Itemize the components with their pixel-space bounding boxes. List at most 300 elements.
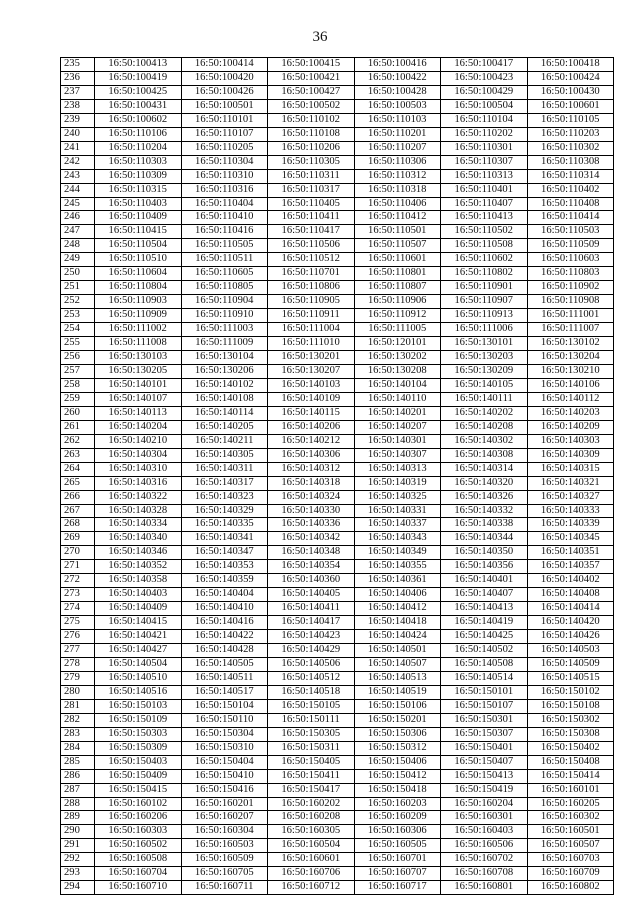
- row-number-cell: 260: [61, 406, 95, 420]
- code-cell: 16:50:130205: [95, 364, 182, 378]
- code-cell: 16:50:160717: [354, 881, 441, 895]
- code-cell: 16:50:140343: [354, 532, 441, 546]
- code-cell: 16:50:130204: [527, 351, 614, 365]
- table-row: [61, 797, 614, 811]
- code-cell: 16:50:111005: [354, 323, 441, 337]
- code-cell: 16:50:140337: [354, 518, 441, 532]
- code-cell: 16:50:110406: [354, 197, 441, 211]
- table-row: [61, 351, 614, 365]
- table-row: [61, 699, 614, 713]
- table-row: [61, 811, 614, 825]
- row-number-cell: 254: [61, 323, 95, 337]
- table-row: [61, 630, 614, 644]
- code-cell: 16:50:140311: [181, 462, 268, 476]
- code-cell: 16:50:140208: [441, 420, 528, 434]
- code-cell: 16:50:140210: [95, 434, 182, 448]
- code-cell: 16:50:140339: [527, 518, 614, 532]
- code-cell: 16:50:150408: [527, 755, 614, 769]
- row-number-cell: 251: [61, 281, 95, 295]
- code-cell: 16:50:140348: [268, 546, 355, 560]
- table-row: [61, 113, 614, 127]
- code-cell: 16:50:110805: [181, 281, 268, 295]
- code-cell: 16:50:160207: [181, 811, 268, 825]
- code-cell: 16:50:110203: [527, 127, 614, 141]
- code-cell: 16:50:110902: [527, 281, 614, 295]
- code-cell: 16:50:140505: [181, 657, 268, 671]
- code-cell: 16:50:160703: [527, 853, 614, 867]
- code-cell: 16:50:140114: [181, 406, 268, 420]
- row-number-cell: 259: [61, 392, 95, 406]
- code-cell: 16:50:160710: [95, 881, 182, 895]
- row-number-cell: 235: [61, 58, 95, 72]
- code-cell: 16:50:110804: [95, 281, 182, 295]
- code-cell: 16:50:110309: [95, 169, 182, 183]
- code-cell: 16:50:150401: [441, 741, 528, 755]
- code-cell: 16:50:111006: [441, 323, 528, 337]
- table-row: [61, 671, 614, 685]
- code-cell: 16:50:140406: [354, 588, 441, 602]
- code-cell: 16:50:150402: [527, 741, 614, 755]
- code-cell: 16:50:140212: [268, 434, 355, 448]
- code-cell: 16:50:140408: [527, 588, 614, 602]
- code-cell: 16:50:110508: [441, 239, 528, 253]
- table-row: [61, 532, 614, 546]
- table-row: [61, 197, 614, 211]
- code-cell: 16:50:140303: [527, 434, 614, 448]
- code-cell: 16:50:160204: [441, 797, 528, 811]
- code-cell: 16:50:110903: [95, 295, 182, 309]
- row-number-cell: 265: [61, 476, 95, 490]
- code-cell: 16:50:140330: [268, 504, 355, 518]
- code-cell: 16:50:110603: [527, 253, 614, 267]
- code-cell: 16:50:160712: [268, 881, 355, 895]
- row-number-cell: 250: [61, 267, 95, 281]
- table-row: [61, 85, 614, 99]
- code-cell: 16:50:140511: [181, 671, 268, 685]
- code-cell: 16:50:110801: [354, 267, 441, 281]
- row-number-cell: 283: [61, 727, 95, 741]
- code-cell: 16:50:140423: [268, 630, 355, 644]
- code-cell: 16:50:110807: [354, 281, 441, 295]
- table-row: [61, 253, 614, 267]
- code-cell: 16:50:140101: [95, 378, 182, 392]
- code-cell: 16:50:110907: [441, 295, 528, 309]
- table-row: [61, 881, 614, 895]
- table-row: [61, 99, 614, 113]
- code-cell: 16:50:140519: [354, 685, 441, 699]
- code-cell: 16:50:140329: [181, 504, 268, 518]
- code-cell: 16:50:140107: [95, 392, 182, 406]
- code-cell: 16:50:110401: [441, 183, 528, 197]
- table-row: [61, 713, 614, 727]
- code-cell: 16:50:140409: [95, 602, 182, 616]
- row-number-cell: 288: [61, 797, 95, 811]
- code-cell: 16:50:110402: [527, 183, 614, 197]
- row-number-cell: 282: [61, 713, 95, 727]
- code-cell: 16:50:150417: [268, 783, 355, 797]
- code-cell: 16:50:100413: [95, 58, 182, 72]
- code-cell: 16:50:110304: [181, 155, 268, 169]
- code-cell: 16:50:140320: [441, 476, 528, 490]
- code-cell: 16:50:140508: [441, 657, 528, 671]
- code-cell: 16:50:140359: [181, 574, 268, 588]
- table-row: [61, 755, 614, 769]
- row-number-cell: 293: [61, 867, 95, 881]
- code-cell: 16:50:110506: [268, 239, 355, 253]
- code-cell: 16:50:150414: [527, 769, 614, 783]
- code-cell: 16:50:110104: [441, 113, 528, 127]
- code-cell: 16:50:150311: [268, 741, 355, 755]
- code-cell: 16:50:150306: [354, 727, 441, 741]
- code-cell: 16:50:140309: [527, 448, 614, 462]
- code-cell: 16:50:160506: [441, 839, 528, 853]
- code-cell: 16:50:100423: [441, 71, 528, 85]
- code-cell: 16:50:150105: [268, 699, 355, 713]
- code-cell: 16:50:110412: [354, 211, 441, 225]
- code-cell: 16:50:110906: [354, 295, 441, 309]
- code-cell: 16:50:130208: [354, 364, 441, 378]
- code-cell: 16:50:110417: [268, 225, 355, 239]
- code-cell: 16:50:110408: [527, 197, 614, 211]
- code-cell: 16:50:100422: [354, 71, 441, 85]
- code-cell: 16:50:110206: [268, 141, 355, 155]
- code-cell: 16:50:150109: [95, 713, 182, 727]
- code-cell: 16:50:100425: [95, 85, 182, 99]
- code-cell: 16:50:160706: [268, 867, 355, 881]
- code-cell: 16:50:140321: [527, 476, 614, 490]
- table-row: [61, 518, 614, 532]
- code-cell: 16:50:110912: [354, 309, 441, 323]
- code-cell: 16:50:110301: [441, 141, 528, 155]
- row-number-cell: 277: [61, 644, 95, 658]
- code-cell: 16:50:100504: [441, 99, 528, 113]
- code-cell: 16:50:160801: [441, 881, 528, 895]
- code-cell: 16:50:100503: [354, 99, 441, 113]
- code-cell: 16:50:140512: [268, 671, 355, 685]
- code-cell: 16:50:130203: [441, 351, 528, 365]
- table-body: [61, 58, 614, 895]
- code-cell: 16:50:160203: [354, 797, 441, 811]
- code-cell: 16:50:140111: [441, 392, 528, 406]
- code-cell: 16:50:150307: [441, 727, 528, 741]
- code-cell: 16:50:110410: [181, 211, 268, 225]
- code-cell: 16:50:100418: [527, 58, 614, 72]
- code-cell: 16:50:110802: [441, 267, 528, 281]
- code-cell: 16:50:150104: [181, 699, 268, 713]
- code-cell: 16:50:160306: [354, 825, 441, 839]
- code-cell: 16:50:160202: [268, 797, 355, 811]
- code-cell: 16:50:110501: [354, 225, 441, 239]
- code-cell: 16:50:140333: [527, 504, 614, 518]
- code-cell: 16:50:150312: [354, 741, 441, 755]
- code-cell: 16:50:110505: [181, 239, 268, 253]
- table-row: [61, 295, 614, 309]
- code-cell: 16:50:100502: [268, 99, 355, 113]
- row-number-cell: 239: [61, 113, 95, 127]
- code-cell: 16:50:140352: [95, 560, 182, 574]
- code-cell: 16:50:110101: [181, 113, 268, 127]
- code-cell: 16:50:110909: [95, 309, 182, 323]
- row-number-cell: 267: [61, 504, 95, 518]
- table-row: [61, 337, 614, 351]
- code-cell: 16:50:140331: [354, 504, 441, 518]
- code-cell: 16:50:110416: [181, 225, 268, 239]
- code-cell: 16:50:140317: [181, 476, 268, 490]
- code-cell: 16:50:140354: [268, 560, 355, 574]
- code-cell: 16:50:160302: [527, 811, 614, 825]
- row-number-cell: 253: [61, 309, 95, 323]
- code-cell: 16:50:140421: [95, 630, 182, 644]
- code-cell: 16:50:140327: [527, 490, 614, 504]
- code-cell: 16:50:140336: [268, 518, 355, 532]
- table-row: [61, 267, 614, 281]
- table-row: [61, 225, 614, 239]
- code-cell: 16:50:150310: [181, 741, 268, 755]
- code-cell: 16:50:140422: [181, 630, 268, 644]
- code-cell: 16:50:140334: [95, 518, 182, 532]
- code-cell: 16:50:150410: [181, 769, 268, 783]
- code-cell: 16:50:140417: [268, 616, 355, 630]
- code-cell: 16:50:150111: [268, 713, 355, 727]
- code-cell: 16:50:110107: [181, 127, 268, 141]
- table-row: [61, 825, 614, 839]
- code-cell: 16:50:160503: [181, 839, 268, 853]
- code-cell: 16:50:110908: [527, 295, 614, 309]
- table-row: [61, 406, 614, 420]
- row-number-cell: 249: [61, 253, 95, 267]
- code-cell: 16:50:160403: [441, 825, 528, 839]
- code-cell: 16:50:160707: [354, 867, 441, 881]
- row-number-cell: 273: [61, 588, 95, 602]
- row-number-cell: 290: [61, 825, 95, 839]
- code-cell: 16:50:160601: [268, 853, 355, 867]
- code-cell: 16:50:140513: [354, 671, 441, 685]
- table-row: [61, 867, 614, 881]
- code-cell: 16:50:110806: [268, 281, 355, 295]
- code-cell: 16:50:140427: [95, 644, 182, 658]
- code-cell: 16:50:110312: [354, 169, 441, 183]
- code-cell: 16:50:110404: [181, 197, 268, 211]
- code-cell: 16:50:140351: [527, 546, 614, 560]
- code-cell: 16:50:140353: [181, 560, 268, 574]
- code-cell: 16:50:140514: [441, 671, 528, 685]
- row-number-cell: 245: [61, 197, 95, 211]
- code-cell: 16:50:150107: [441, 699, 528, 713]
- code-cell: 16:50:110314: [527, 169, 614, 183]
- table-row: [61, 71, 614, 85]
- code-cell: 16:50:160508: [95, 853, 182, 867]
- row-number-cell: 279: [61, 671, 95, 685]
- code-cell: 16:50:150411: [268, 769, 355, 783]
- code-cell: 16:50:140332: [441, 504, 528, 518]
- row-number-cell: 291: [61, 839, 95, 853]
- code-cell: 16:50:160507: [527, 839, 614, 853]
- code-cell: 16:50:140405: [268, 588, 355, 602]
- code-cell: 16:50:110701: [268, 267, 355, 281]
- code-cell: 16:50:110315: [95, 183, 182, 197]
- code-cell: 16:50:140355: [354, 560, 441, 574]
- row-number-cell: 272: [61, 574, 95, 588]
- code-cell: 16:50:140341: [181, 532, 268, 546]
- code-cell: 16:50:160208: [268, 811, 355, 825]
- code-cell: 16:50:140319: [354, 476, 441, 490]
- code-cell: 16:50:110103: [354, 113, 441, 127]
- code-cell: 16:50:110310: [181, 169, 268, 183]
- code-cell: 16:50:140340: [95, 532, 182, 546]
- table-row: [61, 309, 614, 323]
- code-cell: 16:50:160802: [527, 881, 614, 895]
- code-cell: 16:50:140110: [354, 392, 441, 406]
- code-cell: 16:50:140426: [527, 630, 614, 644]
- row-number-cell: 242: [61, 155, 95, 169]
- table-row: [61, 727, 614, 741]
- code-cell: 16:50:140308: [441, 448, 528, 462]
- table-row: [61, 853, 614, 867]
- code-cell: 16:50:130103: [95, 351, 182, 365]
- code-cell: 16:50:130207: [268, 364, 355, 378]
- row-number-cell: 243: [61, 169, 95, 183]
- code-cell: 16:50:160708: [441, 867, 528, 881]
- table-row: [61, 741, 614, 755]
- code-cell: 16:50:140507: [354, 657, 441, 671]
- code-cell: 16:50:140415: [95, 616, 182, 630]
- code-cell: 16:50:100429: [441, 85, 528, 99]
- table-row: [61, 239, 614, 253]
- code-cell: 16:50:110511: [181, 253, 268, 267]
- table-row: [61, 769, 614, 783]
- code-cell: 16:50:140515: [527, 671, 614, 685]
- code-cell: 16:50:111001: [527, 309, 614, 323]
- row-number-cell: 240: [61, 127, 95, 141]
- code-cell: 16:50:140358: [95, 574, 182, 588]
- row-number-cell: 281: [61, 699, 95, 713]
- table-row: [61, 448, 614, 462]
- code-cell: 16:50:160702: [441, 853, 528, 867]
- code-cell: 16:50:140203: [527, 406, 614, 420]
- table-row: [61, 602, 614, 616]
- code-cell: 16:50:140401: [441, 574, 528, 588]
- row-number-cell: 269: [61, 532, 95, 546]
- code-cell: 16:50:140410: [181, 602, 268, 616]
- code-cell: 16:50:140105: [441, 378, 528, 392]
- code-cell: 16:50:140211: [181, 434, 268, 448]
- code-cell: 16:50:111010: [268, 337, 355, 351]
- code-cell: 16:50:160709: [527, 867, 614, 881]
- code-cell: 16:50:140106: [527, 378, 614, 392]
- row-number-cell: 257: [61, 364, 95, 378]
- code-cell: 16:50:140201: [354, 406, 441, 420]
- code-cell: 16:50:150406: [354, 755, 441, 769]
- code-cell: 16:50:110803: [527, 267, 614, 281]
- code-cell: 16:50:140324: [268, 490, 355, 504]
- table-row: [61, 685, 614, 699]
- table-row: [61, 644, 614, 658]
- code-cell: 16:50:110414: [527, 211, 614, 225]
- code-cell: 16:50:110602: [441, 253, 528, 267]
- table-row: [61, 560, 614, 574]
- code-cell: 16:50:111008: [95, 337, 182, 351]
- row-number-cell: 252: [61, 295, 95, 309]
- code-cell: 16:50:140325: [354, 490, 441, 504]
- code-cell: 16:50:110303: [95, 155, 182, 169]
- code-cell: 16:50:160205: [527, 797, 614, 811]
- code-cell: 16:50:140412: [354, 602, 441, 616]
- table-row: [61, 183, 614, 197]
- table-row: [61, 657, 614, 671]
- code-cell: 16:50:150309: [95, 741, 182, 755]
- code-cell: 16:50:110313: [441, 169, 528, 183]
- row-number-cell: 270: [61, 546, 95, 560]
- row-number-cell: 268: [61, 518, 95, 532]
- code-cell: 16:50:140342: [268, 532, 355, 546]
- code-cell: 16:50:140414: [527, 602, 614, 616]
- code-cell: 16:50:150303: [95, 727, 182, 741]
- code-cell: 16:50:110205: [181, 141, 268, 155]
- code-cell: 16:50:110102: [268, 113, 355, 127]
- code-cell: 16:50:100419: [95, 71, 182, 85]
- code-cell: 16:50:140313: [354, 462, 441, 476]
- code-cell: 16:50:100424: [527, 71, 614, 85]
- code-cell: 16:50:140347: [181, 546, 268, 560]
- row-number-cell: 294: [61, 881, 95, 895]
- code-cell: 16:50:140202: [441, 406, 528, 420]
- code-cell: 16:50:140407: [441, 588, 528, 602]
- table-row: [61, 364, 614, 378]
- table-row: [61, 616, 614, 630]
- code-cell: 16:50:100426: [181, 85, 268, 99]
- code-cell: 16:50:150404: [181, 755, 268, 769]
- table-row: [61, 476, 614, 490]
- code-cell: 16:50:140411: [268, 602, 355, 616]
- code-cell: 16:50:140424: [354, 630, 441, 644]
- code-cell: 16:50:110601: [354, 253, 441, 267]
- code-cell: 16:50:100501: [181, 99, 268, 113]
- code-cell: 16:50:140302: [441, 434, 528, 448]
- code-cell: 16:50:110901: [441, 281, 528, 295]
- code-cell: 16:50:140305: [181, 448, 268, 462]
- code-cell: 16:50:110510: [95, 253, 182, 267]
- code-cell: 16:50:140315: [527, 462, 614, 476]
- code-cell: 16:50:140115: [268, 406, 355, 420]
- code-cell: 16:50:140209: [527, 420, 614, 434]
- code-cell: 16:50:160504: [268, 839, 355, 853]
- row-number-cell: 285: [61, 755, 95, 769]
- code-cell: 16:50:100431: [95, 99, 182, 113]
- code-cell: 16:50:100416: [354, 58, 441, 72]
- code-cell: 16:50:150301: [441, 713, 528, 727]
- code-cell: 16:50:140346: [95, 546, 182, 560]
- table-row: [61, 127, 614, 141]
- code-cell: 16:50:140517: [181, 685, 268, 699]
- code-cell: 16:50:111002: [95, 323, 182, 337]
- table-row: [61, 588, 614, 602]
- code-cell: 16:50:140307: [354, 448, 441, 462]
- code-cell: 16:50:100421: [268, 71, 355, 85]
- code-cell: 16:50:110202: [441, 127, 528, 141]
- code-cell: 16:50:140419: [441, 616, 528, 630]
- code-cell: 16:50:150416: [181, 783, 268, 797]
- code-cell: 16:50:140318: [268, 476, 355, 490]
- code-cell: 16:50:120101: [354, 337, 441, 351]
- code-cell: 16:50:140104: [354, 378, 441, 392]
- row-number-cell: 255: [61, 337, 95, 351]
- code-cell: 16:50:140429: [268, 644, 355, 658]
- code-cell: 16:50:150407: [441, 755, 528, 769]
- code-cell: 16:50:130101: [441, 337, 528, 351]
- row-number-cell: 264: [61, 462, 95, 476]
- row-number-cell: 263: [61, 448, 95, 462]
- code-cell: 16:50:110318: [354, 183, 441, 197]
